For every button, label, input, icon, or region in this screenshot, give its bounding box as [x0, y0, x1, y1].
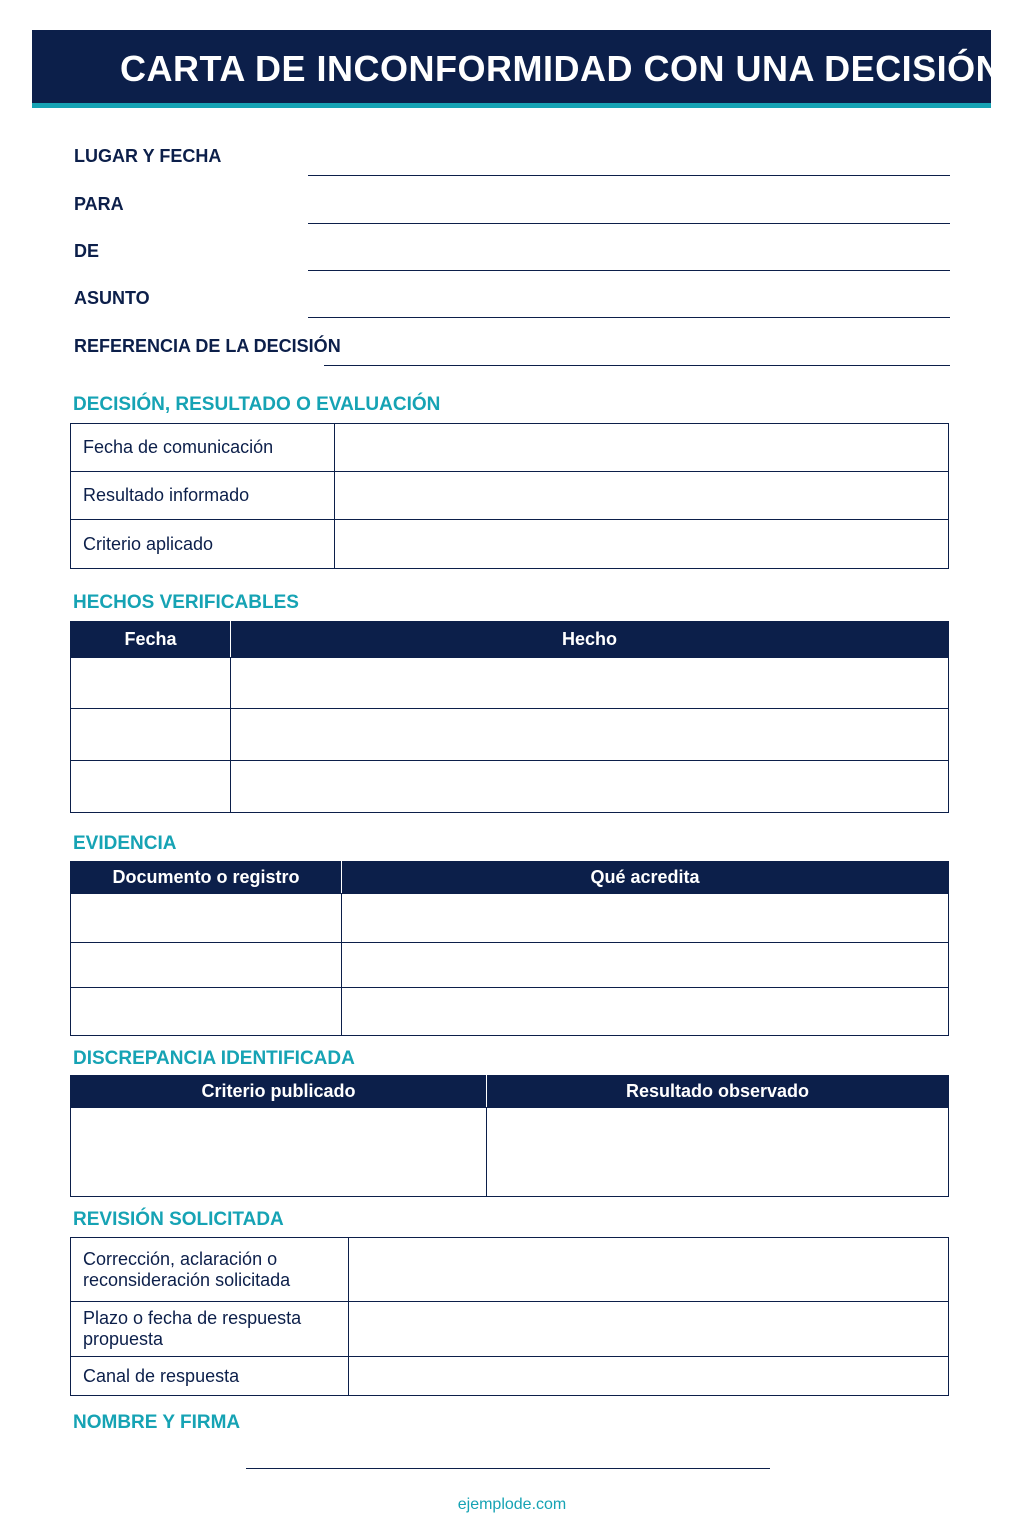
input-cell[interactable] — [342, 943, 949, 988]
column-header: Resultado observado — [487, 1076, 949, 1108]
signature-line[interactable] — [246, 1468, 770, 1469]
input-cell[interactable] — [349, 1302, 949, 1357]
input-cell[interactable] — [71, 894, 342, 943]
fill-line[interactable] — [324, 365, 950, 366]
table-row — [71, 709, 949, 761]
revision-table — [70, 1237, 949, 1396]
table-row — [71, 472, 949, 520]
evidencia-table — [70, 861, 949, 1036]
field-label: LUGAR Y FECHA — [74, 146, 222, 166]
row-label: Corrección, aclaración o reconsideración solicitada — [71, 1238, 349, 1302]
field-label: PARA — [74, 194, 124, 214]
section-title-hechos: HECHOS VERIFICABLES — [73, 592, 299, 613]
input-cell[interactable] — [335, 520, 949, 569]
table-row — [71, 761, 949, 813]
input-cell[interactable] — [335, 424, 949, 472]
decision-table — [70, 423, 949, 569]
input-cell[interactable] — [487, 1108, 949, 1197]
input-cell[interactable] — [342, 894, 949, 943]
input-cell[interactable] — [71, 658, 231, 709]
page-title: CARTA DE INCONFORMIDAD CON UNA DECISIÓN — [120, 48, 1003, 89]
table-row — [71, 1238, 949, 1302]
column-header: Criterio publicado — [71, 1076, 487, 1108]
table-row — [71, 988, 949, 1036]
section-title-firma: NOMBRE Y FIRMA — [73, 1412, 241, 1433]
input-cell[interactable] — [71, 709, 231, 761]
discrepancia-table — [70, 1075, 949, 1197]
section-title-decision: DECISIÓN, RESULTADO O EVALUACIÓN — [73, 394, 441, 415]
input-cell[interactable] — [231, 709, 949, 761]
fill-line[interactable] — [308, 223, 950, 224]
input-cell[interactable] — [71, 761, 231, 813]
field-para[interactable] — [74, 194, 950, 224]
field-de[interactable] — [74, 241, 950, 271]
row-label: Resultado informado — [71, 472, 335, 520]
input-cell[interactable] — [342, 988, 949, 1036]
input-cell[interactable] — [71, 943, 342, 988]
header-row — [71, 1076, 949, 1108]
input-cell[interactable] — [349, 1357, 949, 1396]
field-label: REFERENCIA DE LA DECISIÓN — [74, 336, 341, 356]
table-row — [71, 520, 949, 569]
table-row — [71, 424, 949, 472]
field-asunto[interactable] — [74, 288, 950, 318]
field-referencia[interactable] — [74, 336, 950, 366]
table-row — [71, 894, 949, 943]
header-row — [71, 622, 949, 658]
title-banner — [32, 30, 1003, 108]
input-cell[interactable] — [231, 761, 949, 813]
section-title-evidencia: EVIDENCIA — [73, 833, 177, 854]
fill-line[interactable] — [308, 270, 950, 271]
field-label: DE — [74, 241, 100, 261]
input-cell[interactable] — [231, 658, 949, 709]
field-lugar-fecha[interactable] — [74, 146, 950, 176]
column-header: Documento o registro — [71, 862, 342, 894]
input-cell[interactable] — [335, 472, 949, 520]
table-row — [71, 1108, 949, 1197]
section-title-discrepancia: DISCREPANCIA IDENTIFICADA — [73, 1048, 355, 1069]
column-header: Qué acredita — [342, 862, 949, 894]
table-row — [71, 1357, 949, 1396]
field-label: ASUNTO — [74, 288, 150, 308]
column-header: Hecho — [231, 622, 949, 658]
table-row — [71, 943, 949, 988]
row-label: Fecha de comunicación — [71, 424, 335, 472]
footer-site: ejemplode.com — [457, 1496, 567, 1513]
row-label: Plazo o fecha de respuesta propuesta — [71, 1302, 349, 1357]
header-row — [71, 862, 949, 894]
table-row — [71, 1302, 949, 1357]
fill-line[interactable] — [308, 175, 950, 176]
row-label: Canal de respuesta — [71, 1357, 349, 1396]
column-header: Fecha — [71, 622, 231, 658]
input-cell[interactable] — [349, 1238, 949, 1302]
fill-line[interactable] — [308, 317, 950, 318]
table-row — [71, 658, 949, 709]
hechos-table — [70, 621, 949, 813]
section-title-revision: REVISIÓN SOLICITADA — [73, 1209, 284, 1230]
input-cell[interactable] — [71, 1108, 487, 1197]
input-cell[interactable] — [71, 988, 342, 1036]
row-label: Criterio aplicado — [71, 520, 335, 569]
